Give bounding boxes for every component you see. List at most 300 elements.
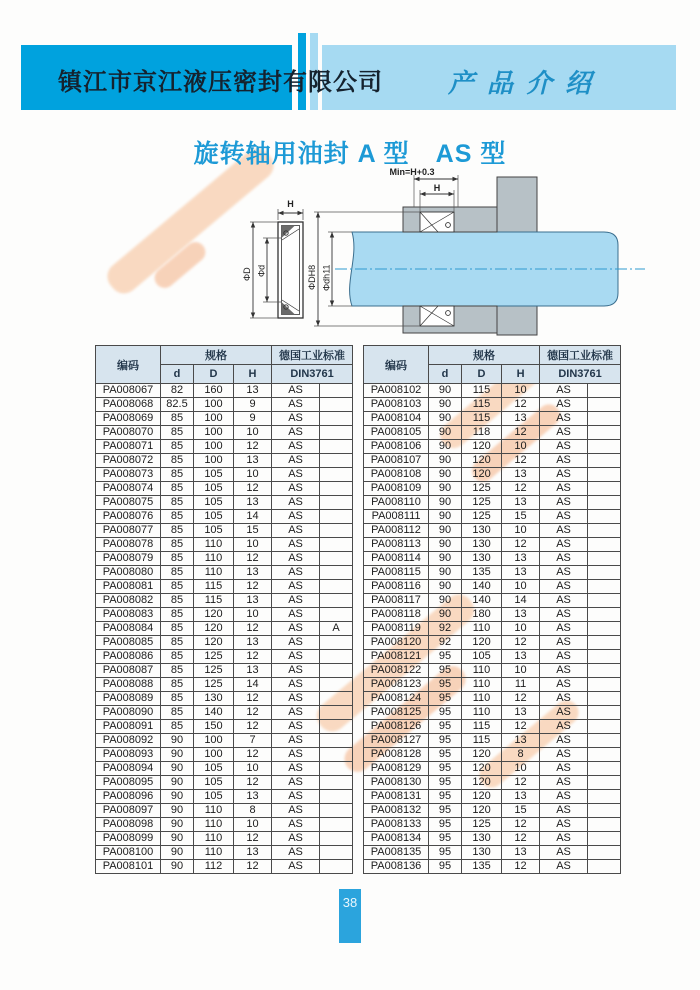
table-cell: 12 <box>502 538 540 552</box>
table-cell: PA008129 <box>364 762 429 776</box>
table-cell <box>320 762 353 776</box>
table-cell: AS <box>540 762 588 776</box>
table-row <box>96 846 353 860</box>
table-cell: AS <box>272 454 320 468</box>
table-cell: 112 <box>194 860 234 874</box>
table-cell: 100 <box>194 440 234 454</box>
table-cell: PA008074 <box>96 482 161 496</box>
table-cell: 13 <box>234 384 272 398</box>
table-cell: 95 <box>429 846 462 860</box>
dim-label-min: Min=H+0.3 <box>389 167 435 177</box>
table-cell: AS <box>272 426 320 440</box>
table-cell: 90 <box>429 510 462 524</box>
table-cell: 13 <box>502 412 540 426</box>
table-cell: 10 <box>502 622 540 636</box>
table-cell: 85 <box>161 468 194 482</box>
table-cell: 85 <box>161 636 194 650</box>
col-header-code: 编码 <box>96 346 161 384</box>
table-cell: PA008101 <box>96 860 161 874</box>
table-cell: 95 <box>429 650 462 664</box>
table-row <box>96 706 353 720</box>
table-cell: 85 <box>161 524 194 538</box>
table-cell: 12 <box>502 860 540 874</box>
table-row <box>364 538 621 552</box>
table-row <box>364 384 621 398</box>
table-cell: 90 <box>429 496 462 510</box>
table-cell: 105 <box>194 776 234 790</box>
table-cell: 85 <box>161 566 194 580</box>
table-cell: PA008068 <box>96 398 161 412</box>
table-cell: PA008080 <box>96 566 161 580</box>
table-cell: AS <box>540 524 588 538</box>
table-cell: 120 <box>462 454 502 468</box>
table-cell <box>588 706 621 720</box>
table-cell <box>320 580 353 594</box>
table-row <box>364 524 621 538</box>
table-cell: PA008091 <box>96 720 161 734</box>
dim-label-h-right: H <box>433 183 441 193</box>
table-cell: 12 <box>234 622 272 636</box>
table-cell: 12 <box>502 426 540 440</box>
table-cell: 120 <box>462 762 502 776</box>
table-cell: 12 <box>234 440 272 454</box>
table-cell: 125 <box>462 482 502 496</box>
table-cell: 85 <box>161 706 194 720</box>
table-cell <box>588 846 621 860</box>
table-row <box>96 664 353 678</box>
table-cell: PA008102 <box>364 384 429 398</box>
table-cell: 13 <box>234 496 272 510</box>
table-cell: AS <box>540 846 588 860</box>
table-cell <box>320 566 353 580</box>
table-cell: 12 <box>502 398 540 412</box>
table-cell: AS <box>540 412 588 426</box>
table-cell: 90 <box>429 384 462 398</box>
table-row <box>364 832 621 846</box>
table-cell: AS <box>272 622 320 636</box>
table-cell <box>588 398 621 412</box>
table-row <box>96 594 353 608</box>
table-cell <box>588 454 621 468</box>
table-cell: 100 <box>194 748 234 762</box>
table-row <box>364 426 621 440</box>
table-cell: AS <box>540 692 588 706</box>
table-cell: 14 <box>502 594 540 608</box>
table-cell: PA008079 <box>96 552 161 566</box>
table-cell <box>320 776 353 790</box>
table-cell <box>588 482 621 496</box>
table-cell: 12 <box>234 832 272 846</box>
table-row <box>96 860 353 874</box>
table-cell: 13 <box>502 496 540 510</box>
table-cell: 90 <box>161 804 194 818</box>
table-row <box>96 384 353 398</box>
table-cell <box>588 440 621 454</box>
table-cell: PA008103 <box>364 398 429 412</box>
table-cell: AS <box>540 748 588 762</box>
table-cell: PA008109 <box>364 482 429 496</box>
table-cell: PA008090 <box>96 706 161 720</box>
table-cell: 120 <box>462 790 502 804</box>
table-cell: AS <box>272 706 320 720</box>
table-cell: AS <box>272 510 320 524</box>
table-cell: PA008110 <box>364 496 429 510</box>
seal-technical-diagram <box>0 165 700 345</box>
table-cell <box>320 468 353 482</box>
table-cell: AS <box>540 804 588 818</box>
table-cell: AS <box>540 706 588 720</box>
table-cell: AS <box>272 790 320 804</box>
col-header-D: D <box>462 365 502 384</box>
table-row <box>364 692 621 706</box>
table-cell <box>588 566 621 580</box>
page-number-badge: 38 <box>339 889 361 943</box>
table-cell: PA008070 <box>96 426 161 440</box>
table-cell: 10 <box>502 524 540 538</box>
seal-installation-view <box>307 167 645 335</box>
table-cell: 95 <box>429 734 462 748</box>
table-cell: AS <box>272 832 320 846</box>
table-cell: 115 <box>194 580 234 594</box>
table-cell <box>320 426 353 440</box>
table-cell: PA008104 <box>364 412 429 426</box>
table-cell: 100 <box>194 412 234 426</box>
table-cell <box>588 776 621 790</box>
table-cell <box>320 846 353 860</box>
table-cell: 12 <box>502 818 540 832</box>
table-cell <box>588 524 621 538</box>
table-cell: 95 <box>429 748 462 762</box>
table-cell <box>320 664 353 678</box>
table-cell: 12 <box>234 552 272 566</box>
table-cell: PA008081 <box>96 580 161 594</box>
table-cell: 85 <box>161 650 194 664</box>
table-cell <box>320 384 353 398</box>
table-cell: AS <box>272 608 320 622</box>
table-row <box>364 790 621 804</box>
table-cell: 140 <box>462 580 502 594</box>
table-cell: AS <box>272 818 320 832</box>
table-cell: AS <box>540 636 588 650</box>
table-cell: 85 <box>161 510 194 524</box>
table-cell: AS <box>272 580 320 594</box>
table-cell: 85 <box>161 692 194 706</box>
table-row <box>364 608 621 622</box>
table-cell: AS <box>272 552 320 566</box>
table-cell: 12 <box>234 776 272 790</box>
col-header-H: H <box>234 365 272 384</box>
table-cell: 12 <box>234 860 272 874</box>
table-cell: AS <box>540 538 588 552</box>
table-cell: PA008127 <box>364 734 429 748</box>
table-cell: AS <box>540 622 588 636</box>
table-cell <box>588 622 621 636</box>
table-cell <box>320 454 353 468</box>
table-row <box>96 776 353 790</box>
table-cell: 95 <box>429 678 462 692</box>
table-cell: 12 <box>234 482 272 496</box>
table-cell: 85 <box>161 608 194 622</box>
col-header-D: D <box>194 365 234 384</box>
table-cell: AS <box>540 860 588 874</box>
table-cell: PA008122 <box>364 664 429 678</box>
table-cell: AS <box>272 846 320 860</box>
table-cell <box>320 538 353 552</box>
table-row <box>364 412 621 426</box>
table-row <box>96 720 353 734</box>
table-cell: 90 <box>429 412 462 426</box>
table-cell: 105 <box>194 524 234 538</box>
table-cell <box>320 804 353 818</box>
table-cell: AS <box>272 538 320 552</box>
table-cell: PA008085 <box>96 636 161 650</box>
table-row <box>96 692 353 706</box>
table-cell <box>320 678 353 692</box>
table-cell: 130 <box>462 846 502 860</box>
table-row <box>96 790 353 804</box>
table-cell: 13 <box>234 636 272 650</box>
table-cell <box>588 426 621 440</box>
table-cell: 90 <box>429 580 462 594</box>
table-cell: 100 <box>194 426 234 440</box>
table-cell: 110 <box>194 804 234 818</box>
col-header-din: DIN3761 <box>272 365 353 384</box>
table-cell: 90 <box>161 846 194 860</box>
table-row <box>364 580 621 594</box>
table-cell: AS <box>540 426 588 440</box>
table-cell: PA008115 <box>364 566 429 580</box>
table-cell: PA008075 <box>96 496 161 510</box>
table-cell: AS <box>272 678 320 692</box>
table-row <box>96 552 353 566</box>
table-cell: 15 <box>234 524 272 538</box>
table-cell: AS <box>272 398 320 412</box>
table-cell: PA008135 <box>364 846 429 860</box>
table-cell: AS <box>540 790 588 804</box>
table-cell: PA008121 <box>364 650 429 664</box>
table-cell: 14 <box>234 678 272 692</box>
table-cell: 115 <box>462 734 502 748</box>
dim-label-phi-d: Φd <box>256 264 267 277</box>
table-row <box>96 818 353 832</box>
table-cell: 82 <box>161 384 194 398</box>
table-cell: 90 <box>429 566 462 580</box>
table-row <box>96 524 353 538</box>
table-cell: AS <box>540 468 588 482</box>
table-cell: PA008093 <box>96 748 161 762</box>
table-cell: 15 <box>502 804 540 818</box>
table-cell: 10 <box>234 538 272 552</box>
spec-table-left <box>95 345 353 874</box>
table-cell: 12 <box>234 650 272 664</box>
table-row <box>364 454 621 468</box>
table-cell: 90 <box>161 734 194 748</box>
table-cell: PA008071 <box>96 440 161 454</box>
table-cell <box>320 608 353 622</box>
table-cell: AS <box>272 594 320 608</box>
table-cell: 90 <box>161 790 194 804</box>
spec-tables <box>95 345 621 874</box>
table-cell: AS <box>272 762 320 776</box>
table-cell: 9 <box>234 412 272 426</box>
table-cell: 90 <box>429 594 462 608</box>
table-cell: 12 <box>234 748 272 762</box>
table-cell: 10 <box>234 818 272 832</box>
table-cell <box>588 594 621 608</box>
table-cell: 140 <box>194 706 234 720</box>
table-cell: PA008088 <box>96 678 161 692</box>
table-cell: 105 <box>194 510 234 524</box>
table-cell: AS <box>272 692 320 706</box>
table-row <box>364 818 621 832</box>
table-cell: PA008089 <box>96 692 161 706</box>
table-cell: PA008096 <box>96 790 161 804</box>
table-cell <box>320 510 353 524</box>
table-cell: 90 <box>161 748 194 762</box>
table-cell <box>320 496 353 510</box>
table-cell: AS <box>540 818 588 832</box>
table-cell <box>588 636 621 650</box>
table-row <box>364 748 621 762</box>
table-cell: 130 <box>194 692 234 706</box>
table-cell: 10 <box>234 426 272 440</box>
table-cell: AS <box>540 776 588 790</box>
table-cell: 160 <box>194 384 234 398</box>
table-cell <box>320 636 353 650</box>
table-cell: 120 <box>462 748 502 762</box>
table-cell: 90 <box>429 426 462 440</box>
table-cell: 90 <box>161 832 194 846</box>
table-cell: AS <box>540 664 588 678</box>
table-cell: PA008116 <box>364 580 429 594</box>
table-cell <box>588 412 621 426</box>
table-cell: AS <box>272 804 320 818</box>
table-cell: 110 <box>462 706 502 720</box>
table-cell: PA008095 <box>96 776 161 790</box>
table-cell <box>588 748 621 762</box>
table-cell: 115 <box>462 384 502 398</box>
table-cell: 90 <box>429 608 462 622</box>
table-cell: 13 <box>502 608 540 622</box>
spec-table-right <box>363 345 621 874</box>
table-cell: 140 <box>462 594 502 608</box>
table-row <box>96 510 353 524</box>
table-row <box>96 496 353 510</box>
table-cell: 120 <box>462 776 502 790</box>
table-row <box>364 860 621 874</box>
table-row <box>96 650 353 664</box>
table-cell: 110 <box>194 818 234 832</box>
table-row <box>364 776 621 790</box>
table-cell: 85 <box>161 664 194 678</box>
table-cell: 110 <box>462 692 502 706</box>
table-cell: 95 <box>429 664 462 678</box>
table-cell <box>588 650 621 664</box>
table-cell: 120 <box>194 636 234 650</box>
table-cell <box>320 552 353 566</box>
dim-label-phi-D: ΦD <box>242 267 252 281</box>
table-cell: 95 <box>429 832 462 846</box>
table-cell: 85 <box>161 538 194 552</box>
table-row <box>364 440 621 454</box>
table-cell: PA008100 <box>96 846 161 860</box>
table-cell: 90 <box>429 524 462 538</box>
table-row <box>96 398 353 412</box>
table-cell <box>588 510 621 524</box>
table-cell <box>320 440 353 454</box>
table-cell: 90 <box>429 482 462 496</box>
table-row <box>364 720 621 734</box>
table-cell: PA008126 <box>364 720 429 734</box>
table-cell: 92 <box>429 622 462 636</box>
table-row <box>364 664 621 678</box>
col-header-code: 编码 <box>364 346 429 384</box>
table-cell: PA008107 <box>364 454 429 468</box>
table-cell <box>588 678 621 692</box>
table-row <box>96 412 353 426</box>
table-row <box>364 804 621 818</box>
table-cell: 120 <box>462 636 502 650</box>
table-cell: AS <box>272 748 320 762</box>
table-cell: AS <box>272 650 320 664</box>
table-row <box>96 468 353 482</box>
table-cell: 85 <box>161 552 194 566</box>
table-cell: AS <box>272 468 320 482</box>
table-cell: 8 <box>502 748 540 762</box>
table-cell: 90 <box>161 776 194 790</box>
table-cell: 105 <box>462 650 502 664</box>
table-cell <box>320 650 353 664</box>
table-cell: 82.5 <box>161 398 194 412</box>
table-cell: 85 <box>161 622 194 636</box>
table-cell: AS <box>540 720 588 734</box>
table-cell: 12 <box>502 720 540 734</box>
table-cell: 13 <box>234 664 272 678</box>
table-cell: 12 <box>502 454 540 468</box>
table-cell: AS <box>540 650 588 664</box>
table-cell: 90 <box>161 818 194 832</box>
table-cell <box>588 496 621 510</box>
table-cell <box>588 762 621 776</box>
table-cell: PA008073 <box>96 468 161 482</box>
table-row <box>96 580 353 594</box>
table-cell: PA008119 <box>364 622 429 636</box>
table-cell: 12 <box>234 580 272 594</box>
table-cell: 135 <box>462 860 502 874</box>
table-cell: 180 <box>462 608 502 622</box>
table-cell: 85 <box>161 580 194 594</box>
table-row <box>96 454 353 468</box>
table-cell: 9 <box>234 398 272 412</box>
table-cell: 10 <box>502 762 540 776</box>
table-cell: PA008087 <box>96 664 161 678</box>
table-row <box>364 846 621 860</box>
table-cell: 10 <box>502 580 540 594</box>
table-cell: 13 <box>234 846 272 860</box>
company-name: 镇江市京江液压密封有限公司 <box>58 67 383 96</box>
table-cell: 12 <box>234 706 272 720</box>
table-cell: 130 <box>462 524 502 538</box>
table-cell: 100 <box>194 734 234 748</box>
table-cell: 90 <box>161 860 194 874</box>
table-cell <box>588 692 621 706</box>
table-cell: 125 <box>194 664 234 678</box>
table-cell: PA008132 <box>364 804 429 818</box>
table-cell: 105 <box>194 468 234 482</box>
table-cell: 12 <box>502 776 540 790</box>
table-cell: PA008125 <box>364 706 429 720</box>
table-row <box>96 426 353 440</box>
